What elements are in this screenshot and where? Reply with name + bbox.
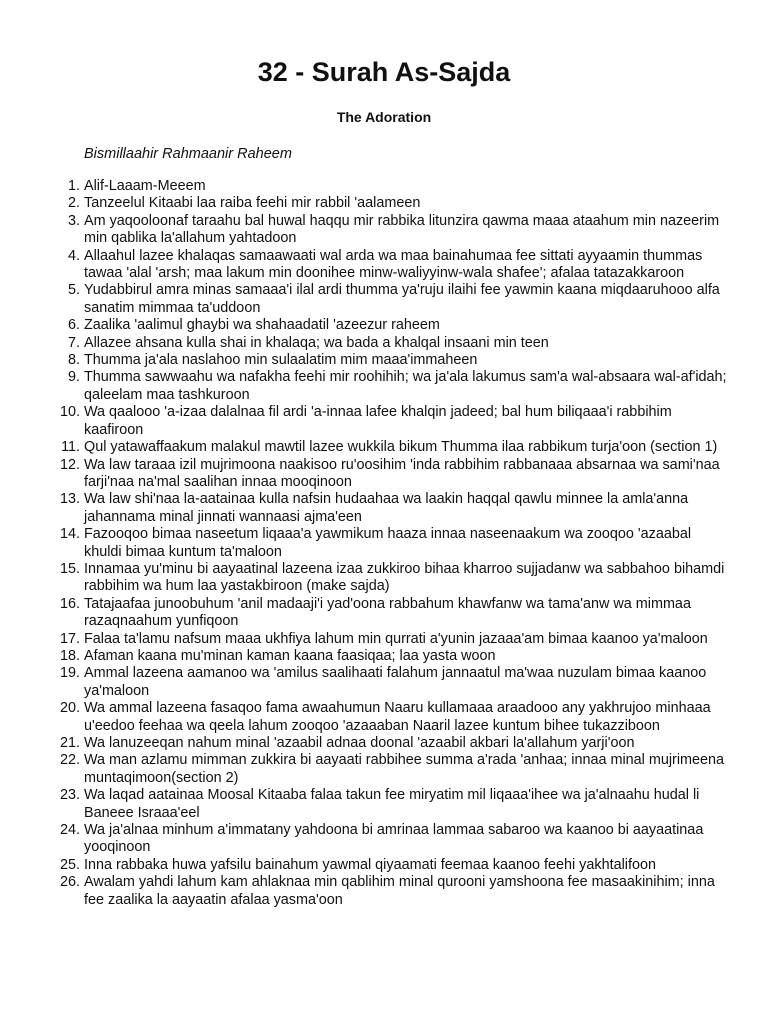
verse-item [59,595,728,631]
verse-item [59,752,728,787]
verse-number: 4. [67,247,80,264]
verse-number: 2. [67,195,80,212]
verse-text: Fazooqoo bimaa naseetum liqaaa'a yawmikum haaza innaa naseenaakum wa zooqoo 'azaabal khuldi bimaa kuntum ta'maloon [84,526,692,560]
verse-number: 23. [59,787,80,804]
verse-item [59,874,728,909]
verse-text: Wa ja'alnaa minhum a'immatany yahdoona bi amrinaa lammaa sabaroo wa kaanoo bi aayaatinaa yooqinoon [84,822,704,856]
verse-number: 8. [67,352,80,369]
verse-number: 1. [67,178,80,194]
verse-item [59,456,728,492]
verse-item [67,369,728,404]
verse-text: Wa man azlamu mimman zukkira bi aayaati rabbihee summa a'rada 'anhaa; innaa minal mujrimeena muntaqimoon(section 2) [84,752,725,786]
verse-number: 15. [59,560,80,577]
verse-item [67,317,728,334]
verse-text: Zaalika 'aalimul ghaybi wa shahaadatil 'azeezur raheem [84,317,440,334]
verse-text: Wa lanuzeeqan nahum minal 'azaabil adnaa doonal 'azaabil akbari la'allahum yarji'oon [84,735,635,751]
verse-number: 11. [61,439,80,456]
verse-item [59,526,728,561]
verse-item [67,247,728,283]
verse-text: Innamaa yu'minu bi aayaatinal lazeena izaa zukkiroo bihaa kharroo sujjadanw wa sabbahoo bihamdi rabbihim wa hum laa yastakbiroon (make sajda) [84,560,725,595]
verse-item [59,700,728,735]
verse-number: 25. [59,856,80,873]
verse-text: Wa law shi'naa la-aatainaa kulla nafsin hudaahaa wa laakin haqqal qawlu minnee la amla'anna jahannama minal jinnati wannaasi ajma'een [84,491,689,525]
verse-text: Thumma ja'ala naslahoo min sulaalatim mim maaa'immaheen [84,352,478,369]
verse-number: 10. [59,404,80,421]
verse-text: Allazee ahsana kulla shai in khalaqa; wa bada a khalqal insaani min teen [84,334,549,351]
verse-number: 24. [59,822,80,839]
verse-item [59,404,728,439]
verse-item [67,352,728,369]
verse-text: Tatajaafaa junoobuhum 'anil madaaji'i yad'oona rabbahum khawfanw wa tama'anw wa mimmaa razaqnaahum yunfiqoon [84,595,691,630]
verse-number: 14. [59,526,80,543]
verse-text: Qul yatawaffaakum malakul mawtil lazee wukkila bikum Thumma ilaa rabbikum turja'oon (section 1) [84,439,718,456]
verse-number: 17. [59,630,80,647]
verse-text: Inna rabbaka huwa yafsilu bainahum yawmal qiyaamati feemaa kaanoo feehi yakhtalifoon [84,856,656,873]
verse-item [59,787,728,822]
verse-text: Wa ammal lazeena fasaqoo fama awaahumun Naaru kullamaaa araadooo any yakhrujoo minhaaa u'eedoo feehaa wa qeela lahum zooqoo 'azaaaban Naaril lazee kuntum bihee tukazziboon [84,700,711,734]
verse-item [59,560,728,596]
verse-number: 6. [67,317,80,334]
verse-text: Falaa ta'lamu nafsum maaa ukhfiya lahum min qurrati a'yunin jazaaa'am bimaa kaanoo ya'maloon [84,630,708,647]
verse-number: 20. [59,700,80,717]
verse-number: 3. [67,212,80,229]
verse-text: Allaahul lazee khalaqas samaawaati wal arda wa maa bainahumaa fee sittati ayyaamin thummas tawaa 'alal 'arsh; maa lakum min doonihee minw-waliyyinw-wala shafee'; afalaa tatazakkaroon [84,247,703,282]
verse-item [67,282,728,317]
page-title: 32 - Surah As-Sajda [257,57,511,87]
verse-number: 5. [67,282,80,299]
verse-text: Am yaqooloonaf taraahu bal huwal haqqu mir rabbika litunzira qawma maaa ataahum min nazeerim min qablika la'allahum yahtadoon [84,212,720,247]
verse-number: 26. [59,874,80,891]
verse-text: Thumma sawwaahu wa nafakha feehi mir roohihih; wa ja'ala lakumus sam'a wal-absaara wal-af'idah; qaleelam maa tashkuroon [84,369,727,403]
verse-text: Afaman kaana mu'minan kaman kaana faasiqaa; laa yasta woon [84,647,496,664]
verse-number: 12. [59,456,80,473]
verse-text: Tanzeelul Kitaabi laa raiba feehi mir rabbil 'aalameen [84,195,421,212]
verse-number: 7. [67,334,80,351]
page-subtitle: The Adoration [336,109,432,125]
verse-item [59,856,728,874]
verse-number: 19. [59,665,80,682]
verse-item [67,195,728,212]
bismillah-line: Bismillaahir Rahmaanir Raheem [84,146,292,162]
verse-item [59,665,728,700]
verse-item [59,491,728,526]
verse-item [67,212,728,248]
verse-text: Wa law taraaa izil mujrimoona naakisoo ru'oosihim 'inda rabbihim rabbanaaa absarnaa wa sami'naa farji'naa na'mal saalihan innaa mooqinoon [84,456,720,490]
verse-item [59,822,728,857]
verse-text: Ammal lazeena aamanoo wa 'amilus saalihaati falahum jannaatul ma'waa nuzulam bimaa kaanoo ya'maloon [84,665,707,699]
verse-number: 18. [59,647,80,664]
verse-item [59,735,728,752]
verse-text: Alif-Laaam-Meeem [84,178,206,194]
verse-text: Wa qaalooo 'a-izaa dalalnaa fil ardi 'a-innaa lafee khalqin jadeed; bal hum biliqaaa'i rabbihim kaafiroon [84,404,672,438]
verse-item [67,334,728,352]
verse-item [61,439,728,456]
verse-number: 9. [67,369,80,386]
verse-text: Wa laqad aatainaa Moosal Kitaaba falaa takun fee miryatim mil liqaaa'ihee wa ja'alnaahu hudal li Baneee Israaa'eel [84,787,700,821]
verse-number: 21. [59,735,80,751]
verse-item [59,647,728,665]
verse-number: 13. [59,491,80,508]
verse-item [59,630,728,648]
verse-text: Awalam yahdi lahum kam ahlaknaa min qablihim minal qurooni yamshoona fee masaakinihim; inna fee zaalika la aayaatin afalaa yasma'oon [84,874,715,908]
verse-item [67,178,728,195]
verse-list [59,178,728,909]
verse-text: Yudabbirul amra minas samaaa'i ilal ardi thumma ya'ruju ilaihi fee yawmin kaana miqdaaruhooo alfa sanatim mimmaa ta'uddoon [84,282,720,316]
verse-number: 22. [59,752,80,769]
verse-number: 16. [59,595,80,612]
